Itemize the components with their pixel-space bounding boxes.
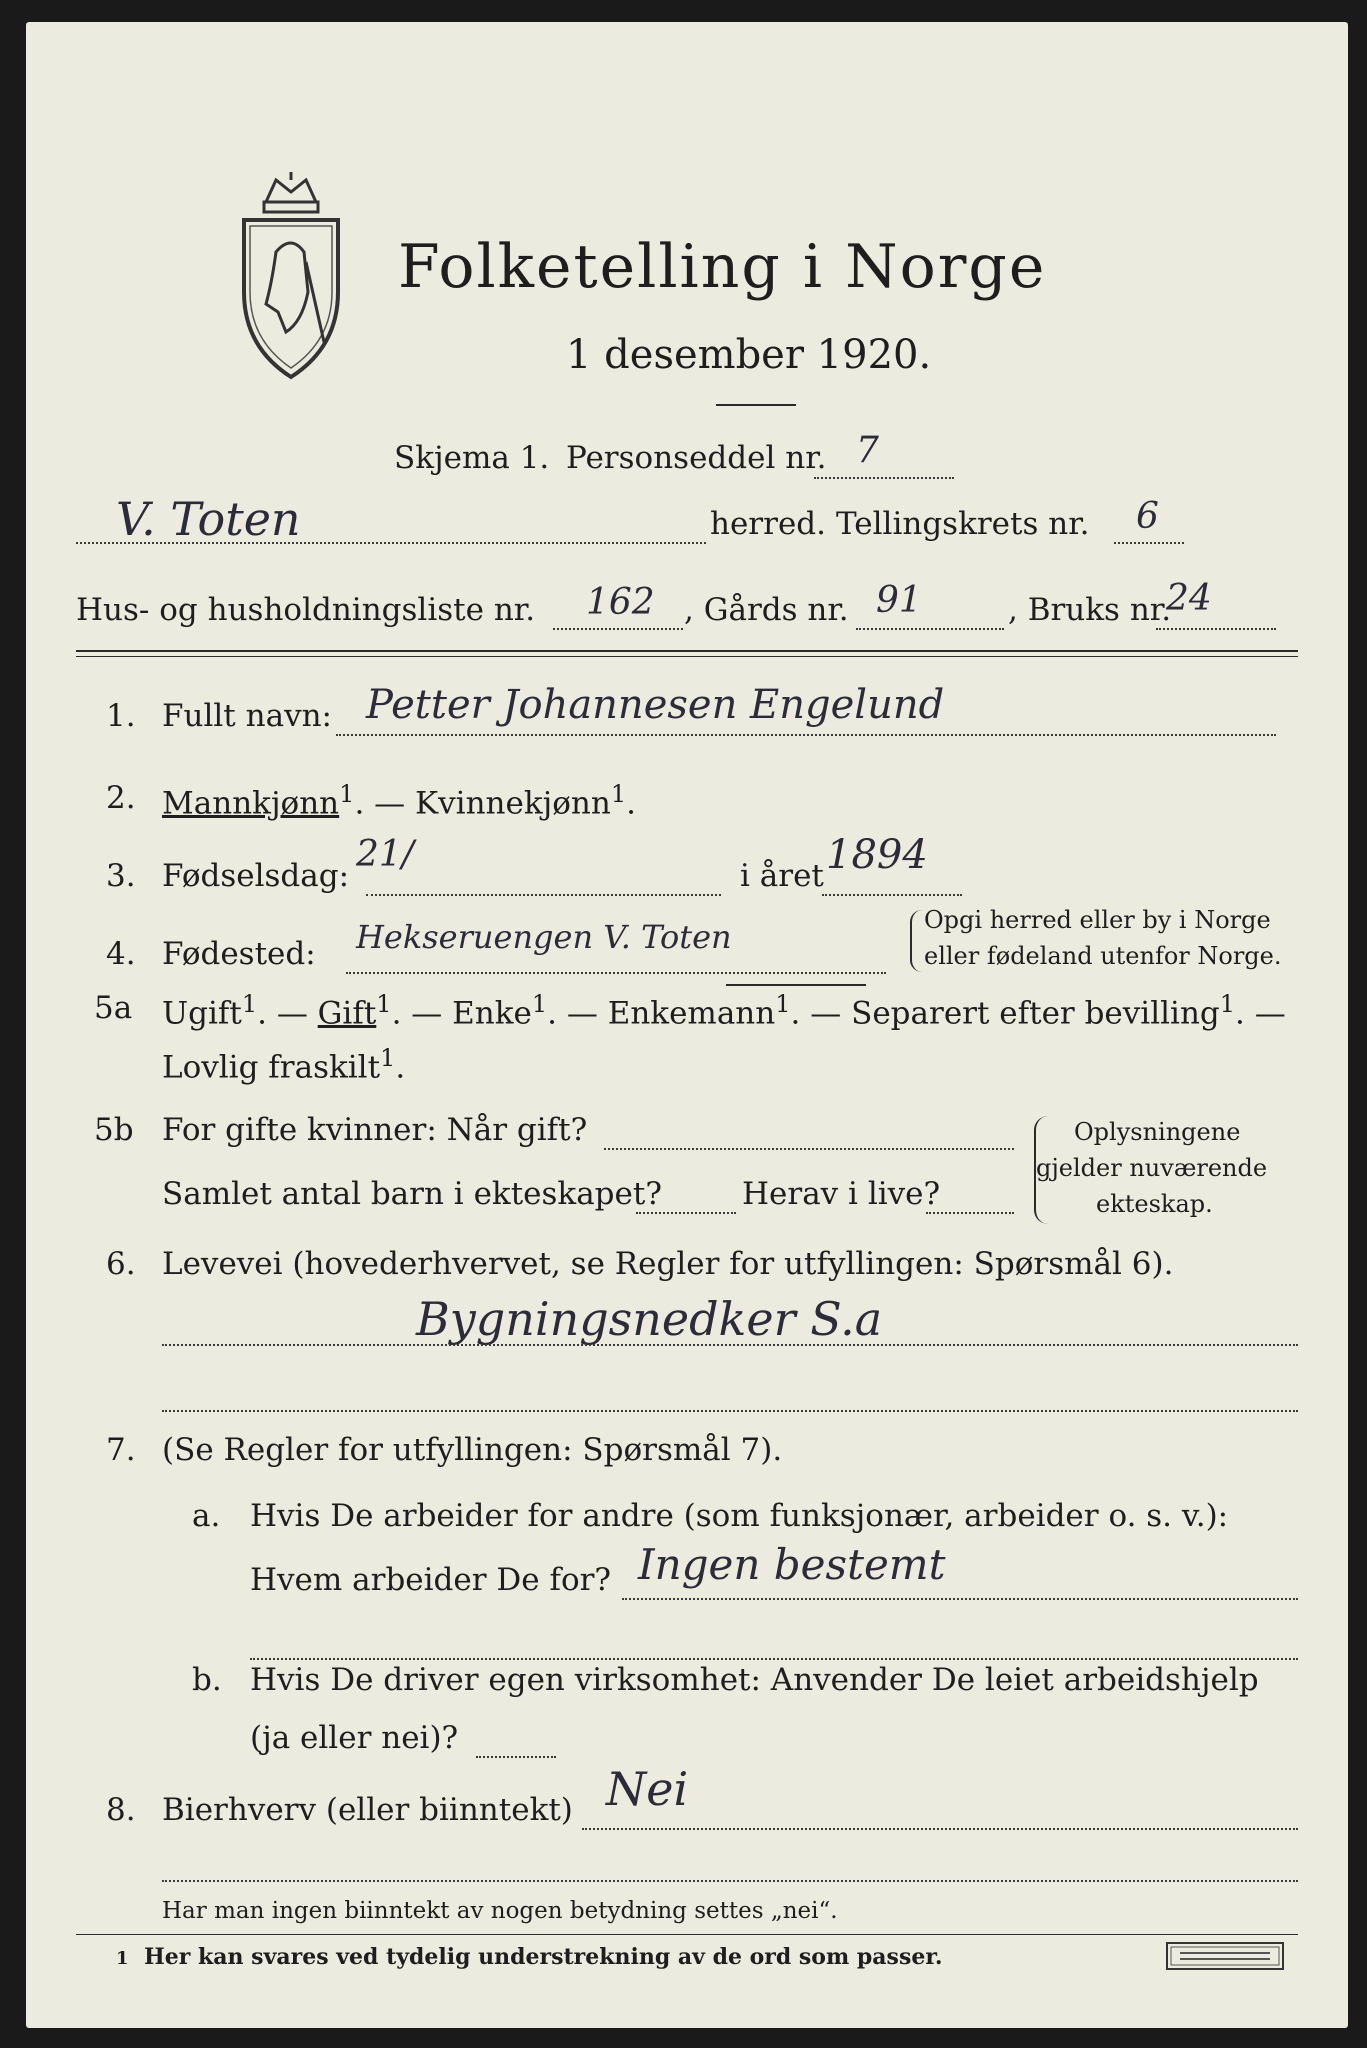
q7-number: 7. (106, 1432, 136, 1468)
q1-full-name: Petter Johannesen Engelund (366, 682, 945, 728)
form-title: Folketelling i Norge (398, 232, 1047, 302)
q5b-herav-label: Herav i live? (742, 1176, 941, 1212)
q5b-note-line2: gjelder nuværende (1036, 1154, 1268, 1182)
q4-label: Fødested: (162, 936, 316, 972)
q7a-question: Hvem arbeider De for? (250, 1562, 612, 1598)
q7a-dots-2 (250, 1658, 1298, 1660)
q2-male-sup: 1 (339, 780, 355, 808)
q5b-line1-dots (604, 1148, 1014, 1150)
q8-label: Bierhverv (eller biinntekt) (162, 1792, 573, 1828)
census-form (26, 22, 1348, 2028)
q8-number: 8. (106, 1792, 136, 1828)
q4-note-line1: Opgi herred eller by i Norge (924, 906, 1271, 934)
bruks-value: 24 (1166, 578, 1212, 619)
gards-label: , Gårds nr. (684, 592, 849, 628)
gards-value: 91 (876, 580, 922, 621)
q5b-line2-dots (636, 1212, 736, 1214)
q2-end: . (626, 785, 636, 822)
footnote-text: Her kan svares ved tydelig understrekning av de ord som passer. (144, 1944, 943, 1970)
q5b-number: 5b (94, 1112, 134, 1148)
q8-dots-2 (162, 1880, 1298, 1882)
q5b-line2: Samlet antal barn i ekteskapet? (162, 1176, 662, 1212)
footer-rule (76, 1934, 1298, 1935)
q3-number: 3. (106, 858, 136, 894)
herred-dots (76, 542, 706, 544)
q5a-enkemann: . — Enkemann (547, 995, 776, 1032)
q5a-ugift: Ugift (162, 995, 242, 1032)
q4-birthplace: Hekseruengen V. Toten (356, 918, 732, 956)
q5a-enke: . — Enke (391, 995, 532, 1032)
q6-occupation: Bygningsnedker S.a (416, 1292, 883, 1346)
q8-dots (582, 1828, 1298, 1830)
personseddel-value: 7 (856, 430, 879, 471)
q3-birth-year: 1894 (826, 832, 928, 878)
hus-label: Hus- og husholdningsliste nr. (76, 592, 536, 628)
q6-dots-2 (162, 1410, 1298, 1412)
q5a-sup-5: 1 (1219, 990, 1236, 1018)
q3-day-dots (366, 894, 721, 896)
q5a-fraskilt: Lovlig fraskilt (162, 1049, 381, 1086)
q1-number: 1. (106, 698, 136, 734)
q5a-sup-1: 1 (241, 990, 258, 1018)
q5a-sup-6: 1 (380, 1044, 396, 1072)
q7a-text: Hvis De arbeider for andre (som funksjonær, arbeider o. s. v.): (250, 1498, 1229, 1534)
tellingskrets-label: Tellingskrets nr. (836, 506, 1090, 542)
tellingskrets-dots (1114, 542, 1184, 544)
q6-label: Levevei (hovederhvervet, se Regler for utfyllingen: Spørsmål 6). (162, 1246, 1174, 1282)
q3-year-dots (822, 894, 962, 896)
q7-label: (Se Regler for utfyllingen: Spørsmål 7). (162, 1432, 783, 1468)
q5a-options (162, 990, 1286, 1031)
q7b-text: Hvis De driver egen virksomhet: Anvender De leiet arbeidshjelp (250, 1662, 1259, 1698)
q7a-letter: a. (192, 1498, 221, 1534)
hus-value: 162 (586, 582, 655, 623)
q7b-dots (476, 1756, 556, 1758)
tellingskrets-value: 6 (1136, 496, 1159, 537)
footer-note: Har man ingen biinntekt av nogen betydning settes „nei“. (162, 1898, 838, 1924)
q5b-line1: For gifte kvinner: Når gift? (162, 1112, 588, 1148)
q2-female-option: Kvinnekjønn (415, 785, 611, 822)
coat-of-arms-icon (236, 172, 346, 382)
q4-number: 4. (106, 936, 136, 972)
q4-dots (346, 972, 886, 974)
q2-female-sup: 1 (610, 780, 627, 808)
bleed-through-text (546, 118, 553, 143)
q4-note-line2: eller fødeland utenfor Norge. (924, 942, 1282, 970)
personseddel-label: Personseddel nr. (566, 440, 827, 476)
herred-value: V. Toten (116, 492, 301, 546)
bruks-label: , Bruks nr. (1008, 592, 1172, 628)
census-date: 1 desember 1920. (566, 332, 932, 378)
q2-options (162, 780, 636, 821)
q7a-employer: Ingen bestemt (638, 1540, 946, 1589)
q5a-sup-4: 1 (775, 990, 791, 1018)
q5a-sep-1: . — (257, 995, 318, 1032)
q2-male-option: Mannkjønn (162, 785, 340, 822)
footnote-mark: 1 (116, 1948, 129, 1969)
q5a-line2 (162, 1044, 405, 1085)
q2-sep: . — (354, 785, 415, 822)
herred-label: herred. (710, 506, 826, 542)
q7b-question: (ja eller nei)? (250, 1720, 459, 1756)
q5b-note-line3: ekteskap. (1096, 1190, 1213, 1218)
q6-dots-1 (162, 1344, 1298, 1346)
personseddel-dots (814, 477, 954, 479)
q5a-separert: . — Separert efter bevilling (790, 995, 1220, 1032)
q3-birth-day: 21/ (356, 834, 414, 875)
printer-stamp-icon (1166, 1942, 1284, 1970)
q1-dots (336, 734, 1276, 736)
q4-handwritten-underline (726, 984, 866, 986)
q6-number: 6. (106, 1246, 136, 1282)
q2-number: 2. (106, 780, 136, 816)
bruks-dots (1156, 628, 1276, 630)
q5a-end: . — (1235, 995, 1286, 1032)
q5b-herav-dots (926, 1212, 1014, 1214)
q5a-line2-end: . (395, 1049, 406, 1086)
hus-dots (553, 628, 683, 630)
q5a-number: 5a (94, 990, 133, 1026)
section-rule-bottom (76, 656, 1298, 657)
q3-label: Fødselsdag: (162, 858, 350, 894)
title-rule (716, 404, 796, 406)
q3-year-label: i året (740, 858, 824, 894)
q4-brace (910, 910, 922, 972)
q8-side-income: Nei (606, 1762, 689, 1816)
schema-label: Skjema 1. (394, 440, 550, 476)
q5a-gift-selected: Gift (317, 995, 377, 1032)
section-rule-top (76, 650, 1298, 652)
q7b-letter: b. (192, 1662, 222, 1698)
q5b-note-line1: Oplysningene (1074, 1118, 1241, 1146)
gards-dots (856, 628, 1004, 630)
q5a-sup-2: 1 (376, 990, 392, 1018)
q7a-dots (622, 1598, 1298, 1600)
q1-label: Fullt navn: (162, 698, 332, 734)
q5a-sup-3: 1 (531, 990, 548, 1018)
